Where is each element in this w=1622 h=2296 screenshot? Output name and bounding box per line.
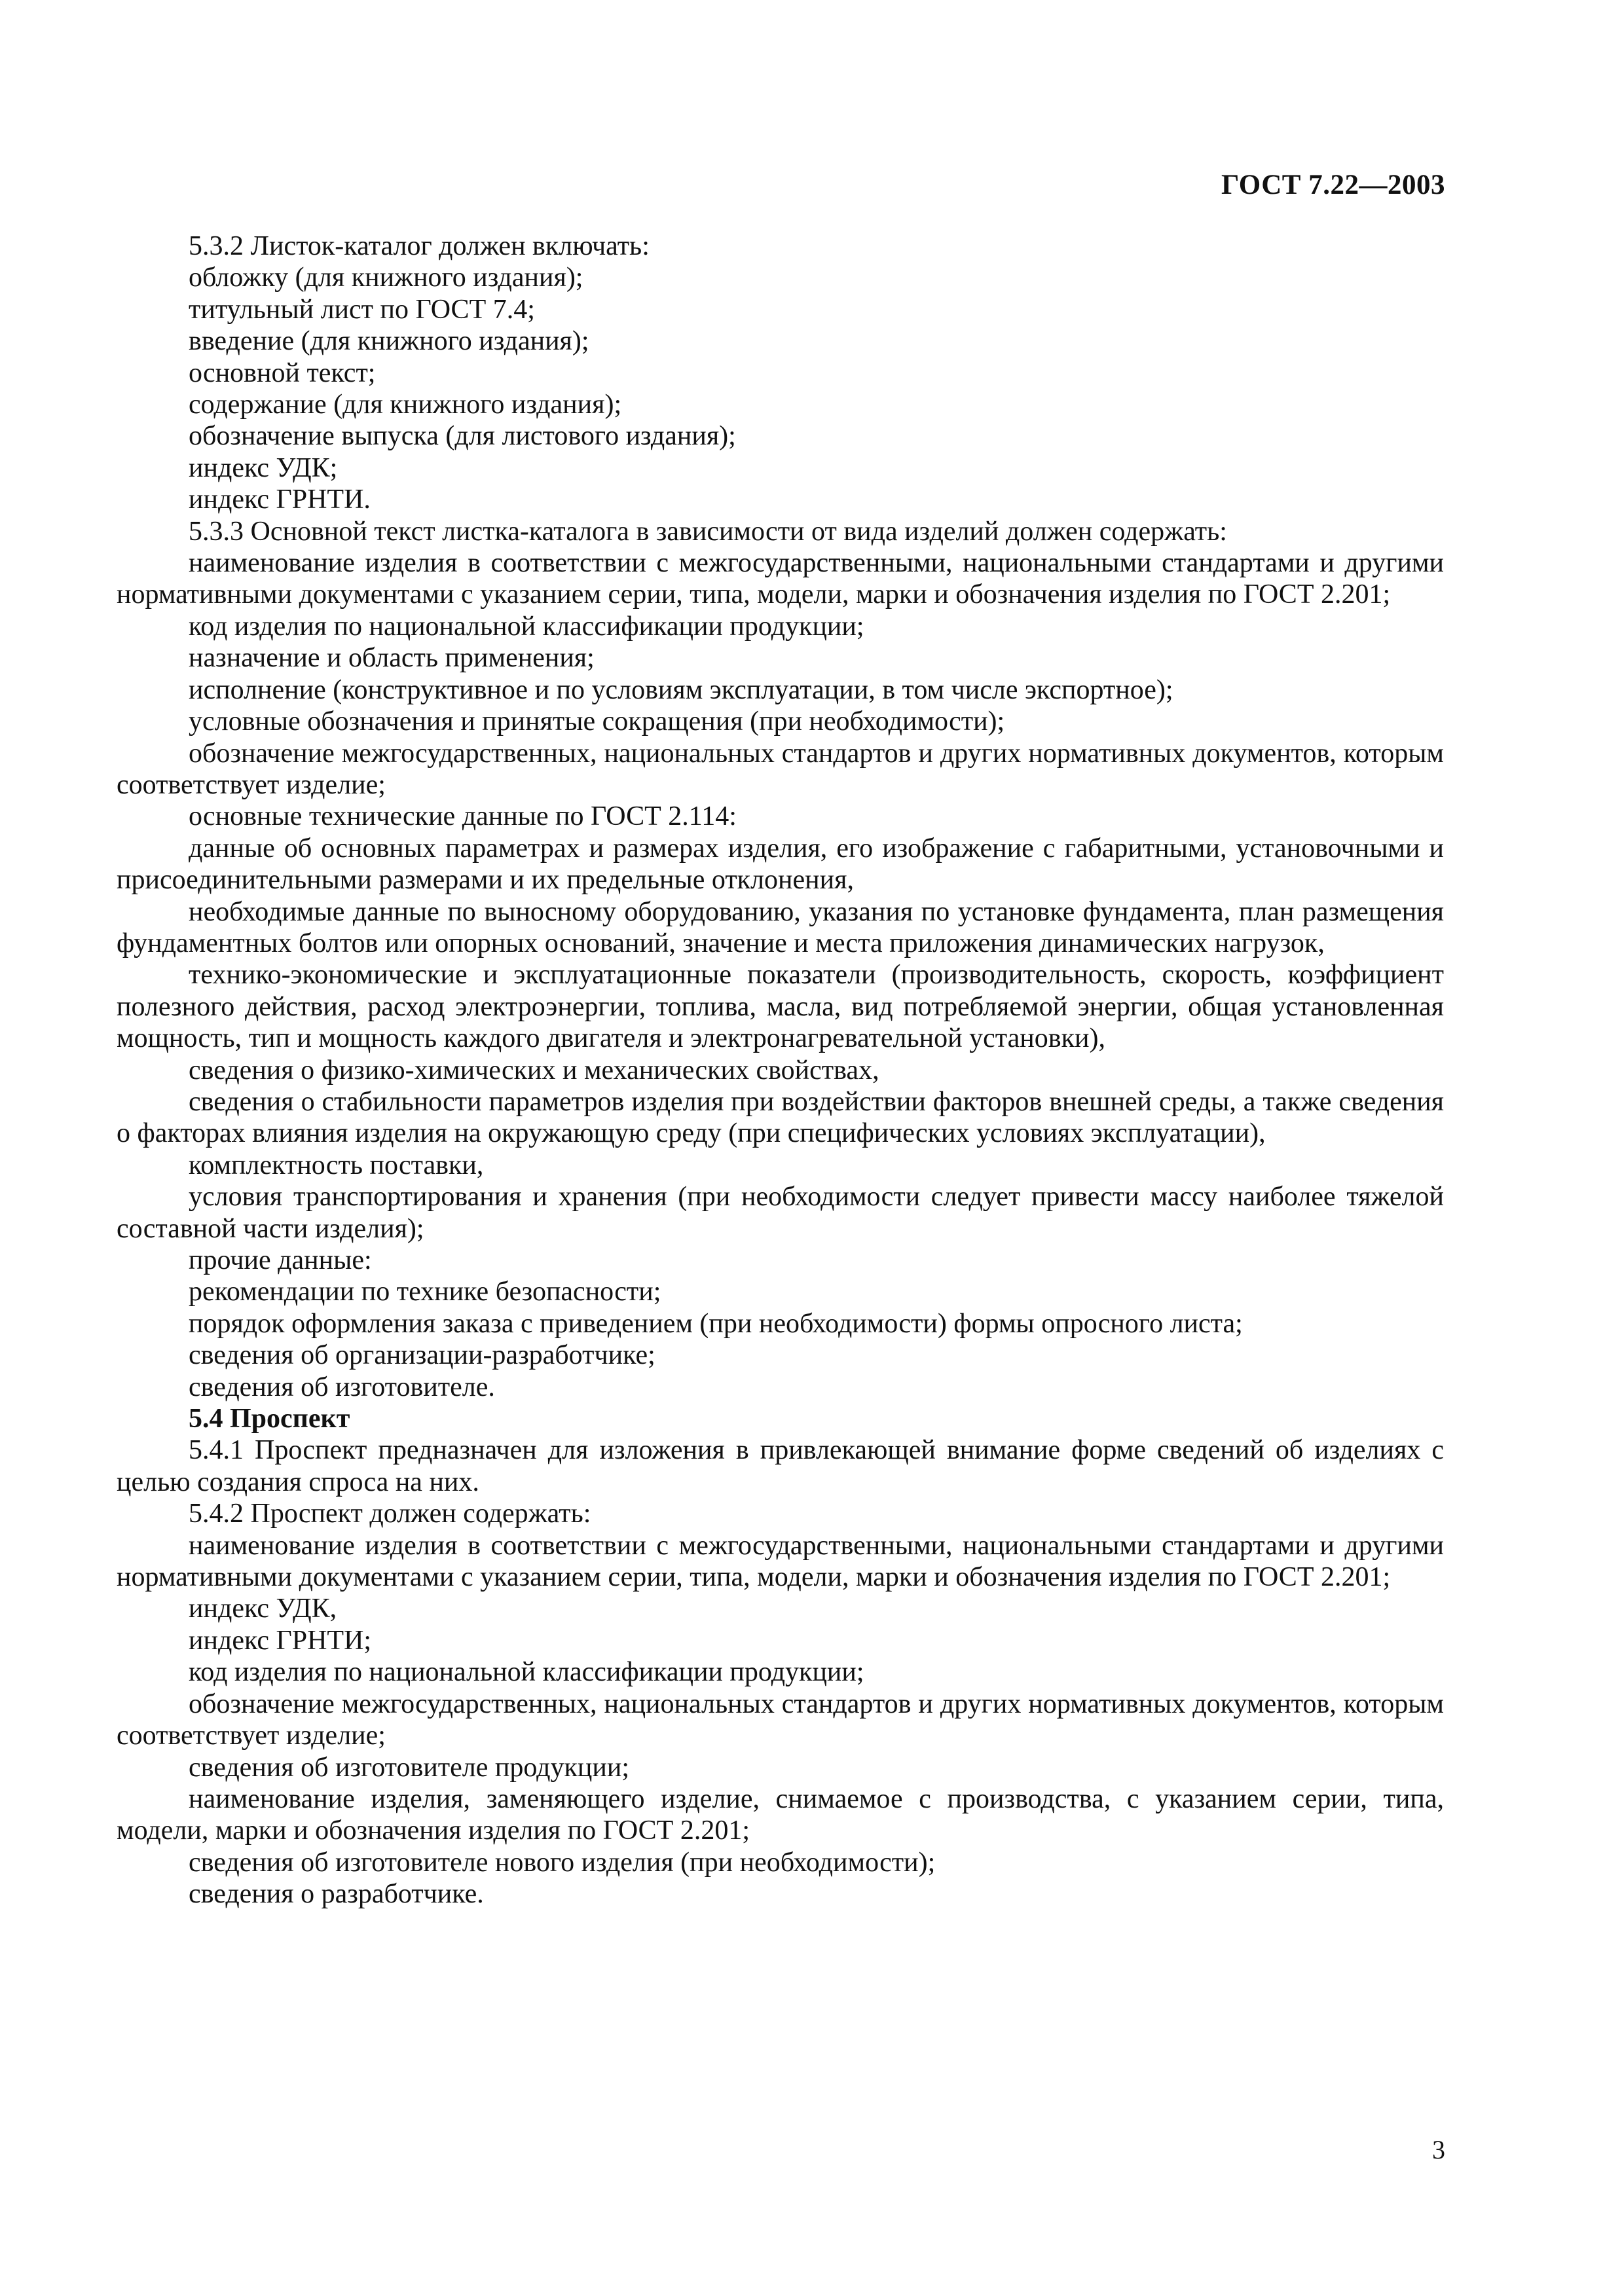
- paragraph: сведения о разработчике.: [189, 1879, 484, 1910]
- paragraph: код изделия по национальной классификации продукции;: [189, 611, 864, 642]
- paragraph: индекс УДК,: [189, 1594, 337, 1624]
- paragraph: сведения об изготовителе продукции;: [189, 1752, 630, 1783]
- paragraph: условия транспортирования и хранения (при необходимости следует привести массу наиболее тяжелой составной части изделия);: [117, 1182, 1444, 1244]
- paragraph: индекс ГРНТИ.: [189, 484, 371, 515]
- section-heading: 5.4 Проспект: [189, 1404, 350, 1434]
- paragraph: комплектность поставки,: [189, 1150, 484, 1180]
- paragraph: индекс УДК;: [189, 452, 338, 483]
- paragraph: сведения о физико-химических и механических свойствах,: [189, 1055, 879, 1085]
- paragraph: обложку (для книжного издания);: [189, 263, 583, 293]
- paragraph: код изделия по национальной классификации продукции;: [189, 1657, 864, 1688]
- paragraph: обозначение межгосударственных, национальных стандартов и других нормативных документов, которым соответствует изделие;: [117, 738, 1444, 800]
- paragraph: 5.3.2 Листок-каталог должен включать:: [189, 231, 650, 261]
- paragraph: наименование изделия в соответствии с межгосударственными, национальными стандартами и другими нормативными документами с указанием серии, типа, модели, марки и обозначения изделия по ГОСТ 2.201;: [117, 1530, 1444, 1593]
- paragraph: данные об основных параметрах и размерах изделия, его изображение с габаритными, установочными и присоединительными размерами и их предельные отклонения,: [117, 833, 1444, 896]
- paragraph: 5.4.2 Проспект должен содержать:: [189, 1499, 591, 1529]
- paragraph: необходимые данные по выносному оборудованию, указания по установке фундамента, план размещения фундаментных болтов или опорных оснований, значение и места приложения динамических нагрузок,: [117, 896, 1444, 958]
- paragraph: исполнение (конструктивное и по условиям эксплуатации, в том числе экспортное);: [189, 674, 1173, 705]
- paragraph: введение (для книжного издания);: [189, 326, 589, 357]
- paragraph: сведения о стабильности параметров изделия при воздействии факторов внешней среды, а также сведения о факторах влияния изделия на окружающую среду (при специфических условиях эксплуатации),: [117, 1086, 1444, 1149]
- page-number: 3: [1432, 2135, 1445, 2164]
- paragraph: обозначение выпуска (для листового издания);: [189, 421, 736, 452]
- paragraph: 5.3.3 Основной текст листка-каталога в зависимости от вида изделий должен содержать:: [189, 516, 1227, 547]
- paragraph: индекс ГРНТИ;: [189, 1625, 372, 1656]
- paragraph: наименование изделия в соответствии с межгосударственными, национальными стандартами и другими нормативными документами с указанием серии, типа, модели, марки и обозначения изделия по ГОСТ 2.201;: [117, 548, 1444, 610]
- paragraph: сведения об организации-разработчике;: [189, 1340, 655, 1371]
- standard-designation: ГОСТ 7.22—2003: [1221, 170, 1445, 200]
- paragraph: содержание (для книжного издания);: [189, 390, 622, 420]
- paragraph: титульный лист по ГОСТ 7.4;: [189, 294, 535, 325]
- paragraph: наименование изделия, заменяющего изделие, снимаемое с производства, с указанием серии, типа, модели, марки и обозначения изделия по ГОСТ 2.201;: [117, 1783, 1444, 1846]
- paragraph: сведения об изготовителе нового изделия (при необходимости);: [189, 1847, 936, 1878]
- paragraph: порядок оформления заказа с приведением (при необходимости) формы опросного листа;: [189, 1308, 1243, 1339]
- paragraph: рекомендации по технике безопасности;: [189, 1277, 661, 1307]
- paragraph: обозначение межгосударственных, национальных стандартов и других нормативных документов, которым соответствует изделие;: [117, 1688, 1444, 1751]
- document-body: [117, 230, 1444, 1910]
- paragraph: назначение и область применения;: [189, 643, 595, 674]
- paragraph: условные обозначения и принятые сокращения (при необходимости);: [189, 706, 1005, 737]
- paragraph: основные технические данные по ГОСТ 2.114:: [189, 801, 737, 832]
- paragraph: 5.4.1 Проспект предназначен для изложения в привлекающей внимание форме сведений об изделиях с целью создания спроса на них.: [117, 1435, 1444, 1497]
- paragraph: технико-экономические и эксплуатационные показатели (производительность, скорость, коэффициент полезного действия, расход электроэнергии, топлива, масла, вид потребляемой энергии, общая установленная мощность, тип и мощность каждого двигателя и электронагревательной установки),: [117, 960, 1444, 1054]
- paragraph: сведения об изготовителе.: [189, 1372, 495, 1402]
- paragraph: основной текст;: [189, 357, 376, 388]
- paragraph: прочие данные:: [189, 1245, 372, 1275]
